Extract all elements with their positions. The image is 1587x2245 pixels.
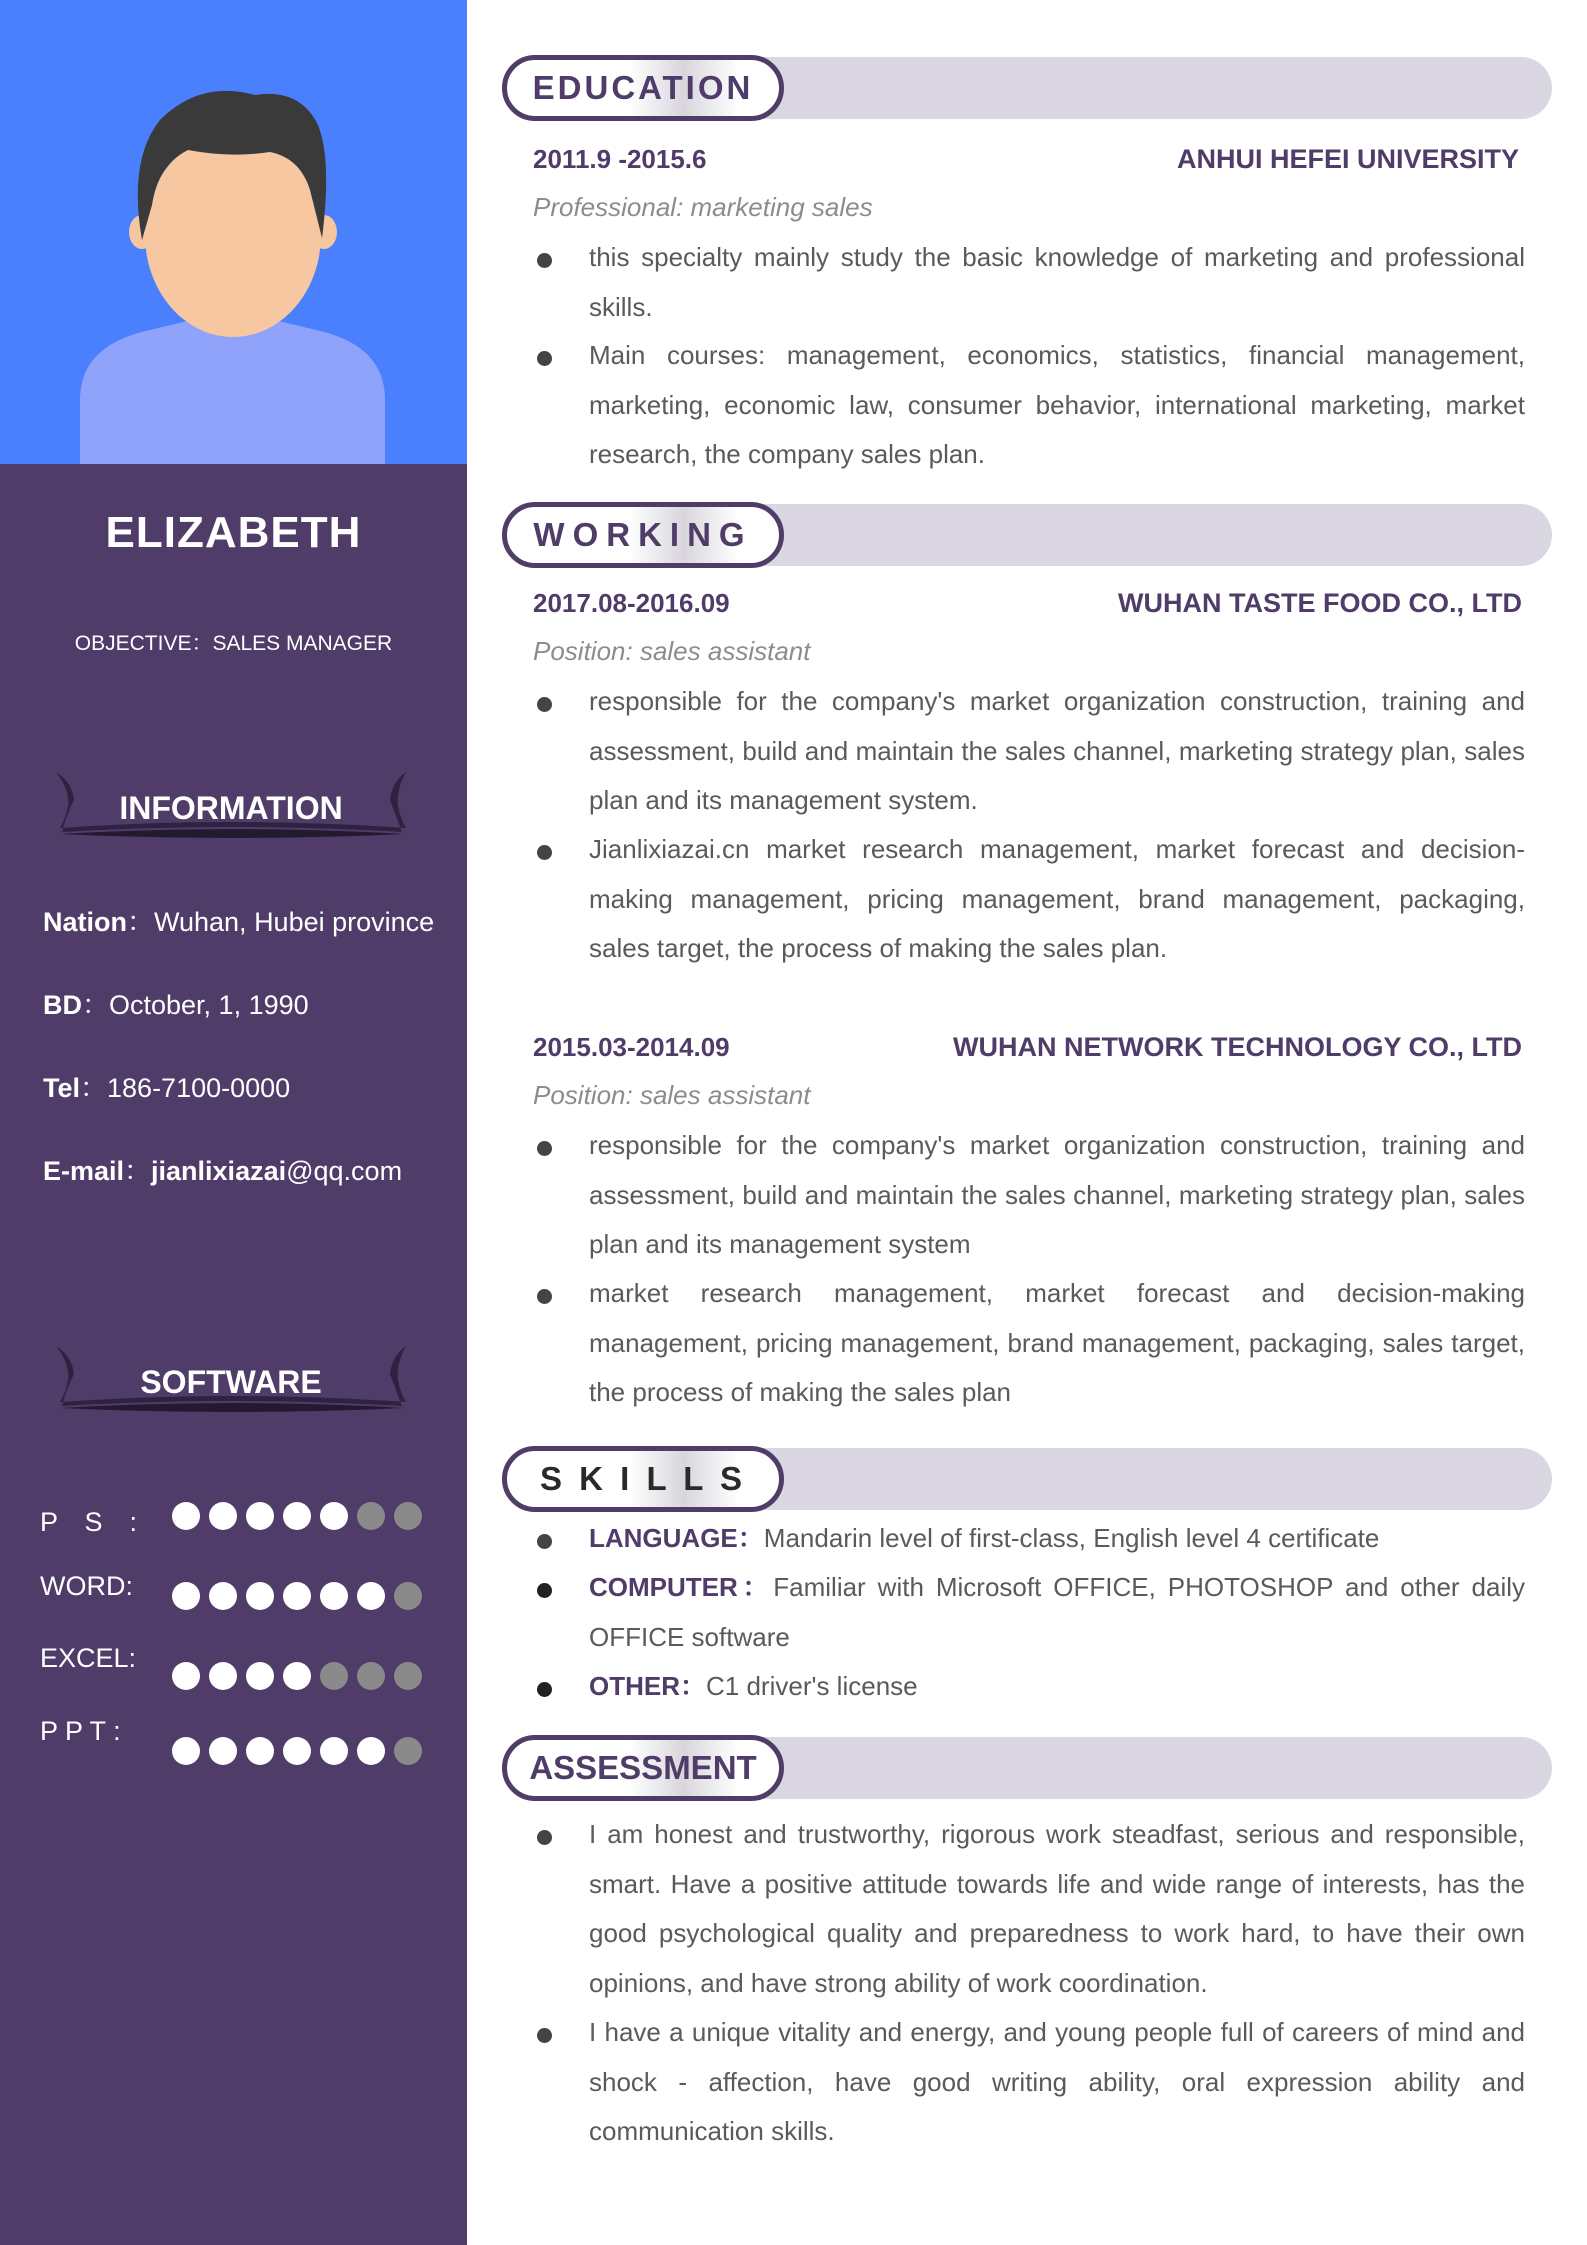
section-pill — [502, 55, 784, 121]
info-separator: ： — [82, 990, 109, 1020]
job-company: WUHAN NETWORK TECHNOLOGY CO., LTD — [953, 1032, 1522, 1062]
software-label-ps: P S : — [40, 1507, 138, 1537]
skill-value: C1 driver's license — [706, 1671, 918, 1701]
education-heading — [502, 55, 1552, 121]
education-period: 2011.9 -2015.6 — [533, 144, 707, 174]
rating-dot-filled-icon — [209, 1737, 237, 1765]
bullet-icon — [537, 1682, 552, 1697]
bullet-icon — [537, 697, 552, 712]
list-item-text: Jianlixiazai.cn market research management, market forecast and decision-making management, pricing management, brand management, packaging, sales target, the process of making the sales plan. — [589, 834, 1525, 963]
bullet-icon — [537, 1830, 552, 1845]
info-value: October, 1, 1990 — [109, 990, 309, 1020]
list-item-text: this specialty mainly study the basic knowledge of marketing and professional skills. — [589, 242, 1525, 322]
skills-heading — [502, 1446, 1552, 1512]
person-avatar-icon — [0, 0, 467, 464]
bullet-icon — [537, 1289, 552, 1304]
info-nation — [43, 900, 434, 939]
education-school: ANHUI HEFEI UNIVERSITY — [1176, 144, 1519, 174]
section-pill — [502, 1446, 784, 1512]
section-title: EDUCATION — [532, 69, 754, 106]
info-label: Nation — [43, 907, 127, 937]
rating-dot-filled-icon — [172, 1582, 200, 1610]
bullet-icon — [537, 1583, 552, 1598]
info-phone — [43, 1066, 290, 1105]
job-period: 2017.08-2016.09 — [533, 588, 730, 618]
sidebar — [0, 0, 467, 2245]
rating-dot-filled-icon — [246, 1502, 274, 1530]
info-separator: ： — [127, 907, 154, 937]
list-item-text: responsible for the company's market organization construction, training and assessment, build and maintain the sales channel, marketing strategy plan, sales plan and its management system. — [589, 686, 1525, 815]
bullet-icon — [537, 2028, 552, 2043]
list-item — [533, 677, 1525, 826]
skill-value: Mandarin level of first-class, English level 4 certificate — [763, 1523, 1380, 1553]
info-value: @qq.com — [286, 1156, 403, 1186]
rating-dot-empty-icon — [394, 1582, 422, 1610]
section-title: WORKING — [533, 516, 753, 553]
software-label-excel: EXCEL: — [40, 1643, 137, 1673]
rating-dot-filled-icon — [320, 1737, 348, 1765]
list-item-text: I have a unique vitality and energy, and young people full of careers of mind and shock - affection, have good writing ability, oral expression ability and communication skills. — [589, 2017, 1525, 2146]
rating-dot-filled-icon — [320, 1582, 348, 1610]
list-item — [533, 1810, 1525, 2008]
skill-text — [589, 1662, 1525, 1712]
assessment-heading — [502, 1735, 1552, 1801]
list-item-text: responsible for the company's market organization construction, training and assessment, build and maintain the sales channel, marketing strategy plan, sales plan and its management system — [589, 1130, 1525, 1259]
info-label: Tel — [43, 1073, 81, 1103]
rating-dot-filled-icon — [320, 1502, 348, 1530]
list-item — [533, 1269, 1525, 1418]
rating-dot-filled-icon — [283, 1737, 311, 1765]
info-value: Wuhan, Hubei province — [154, 907, 435, 937]
list-item-text: market research management, market forecast and decision-making management, pricing management, brand management, packaging, sales target, the process of making the sales plan — [589, 1278, 1525, 1407]
rating-dot-filled-icon — [283, 1662, 311, 1690]
software-title: SOFTWARE — [140, 1364, 322, 1400]
information-title: INFORMATION — [119, 790, 343, 826]
rating-dot-empty-icon — [394, 1737, 422, 1765]
skill-item — [533, 1662, 1525, 1712]
rating-dot-empty-icon — [320, 1662, 348, 1690]
software-heading — [52, 1344, 410, 1426]
avatar — [0, 0, 467, 464]
skill-item — [533, 1563, 1525, 1662]
candidate-name: ELIZABETH — [105, 508, 362, 557]
software-label-word: WORD: — [40, 1571, 133, 1601]
rating-dot-filled-icon — [283, 1582, 311, 1610]
rating-dot-filled-icon — [172, 1502, 200, 1530]
bullet-icon — [537, 253, 552, 268]
info-label: E-mail — [43, 1156, 125, 1186]
info-label: BD — [43, 990, 82, 1020]
bullet-icon — [537, 845, 552, 860]
section-title: ASSESSMENT — [529, 1749, 757, 1786]
skill-key: COMPUTER： — [589, 1572, 774, 1602]
job-position: Position: sales assistant — [533, 636, 811, 666]
skill-key: OTHER： — [589, 1671, 707, 1701]
list-item — [533, 331, 1525, 480]
rating-dot-empty-icon — [394, 1662, 422, 1690]
working-heading — [502, 502, 1552, 568]
bullet-icon — [537, 1141, 552, 1156]
job-position: Position: sales assistant — [533, 1080, 811, 1110]
list-item-text: I am honest and trustworthy, rigorous work steadfast, serious and responsible, smart. Have a positive attitude towards life and wide range of interests, has the good psychological quality and preparedness to work hard, to have their own opinions, and have strong ability of work coordination. — [589, 1819, 1525, 1998]
rating-dot-filled-icon — [209, 1502, 237, 1530]
info-separator: ： — [124, 1156, 152, 1186]
section-title: S K I L L S — [540, 1460, 746, 1497]
bullet-icon — [537, 351, 552, 366]
rating-dot-empty-icon — [357, 1662, 385, 1690]
objective: OBJECTIVE：SALES MANAGER — [74, 632, 393, 655]
skill-text — [589, 1514, 1525, 1564]
rating-dot-empty-icon — [357, 1502, 385, 1530]
rating-dot-empty-icon — [394, 1502, 422, 1530]
rating-dot-filled-icon — [209, 1662, 237, 1690]
rating-dot-filled-icon — [246, 1662, 274, 1690]
software-label-ppt: P P T : — [40, 1716, 121, 1746]
information-heading — [52, 770, 410, 852]
rating-dot-filled-icon — [209, 1582, 237, 1610]
rating-dot-filled-icon — [357, 1737, 385, 1765]
rating-dot-filled-icon — [246, 1582, 274, 1610]
info-separator: ： — [80, 1073, 108, 1103]
list-item-text: Main courses: management, economics, statistics, financial management, marketing, economic law, consumer behavior, international marketing, market research, the company sales plan. — [589, 340, 1525, 469]
skill-value: Familiar with Microsoft OFFICE, PHOTOSHOP and other daily OFFICE software — [589, 1572, 1525, 1652]
rating-dot-filled-icon — [283, 1502, 311, 1530]
rating-dot-filled-icon — [357, 1582, 385, 1610]
section-pill — [502, 502, 784, 568]
info-email — [43, 1149, 402, 1188]
info-birthday — [43, 983, 309, 1022]
section-pill — [502, 1735, 784, 1801]
skill-key: LANGUAGE： — [589, 1523, 764, 1553]
rating-dot-filled-icon — [246, 1737, 274, 1765]
rating-dot-filled-icon — [172, 1662, 200, 1690]
education-major: Professional: marketing sales — [533, 192, 873, 222]
info-value-bold: jianlixiazai — [151, 1156, 287, 1186]
skill-item — [533, 1514, 1525, 1564]
job-company: WUHAN TASTE FOOD CO., LTD — [1118, 588, 1522, 618]
list-item — [533, 1121, 1525, 1270]
list-item — [533, 233, 1525, 332]
job-period: 2015.03-2014.09 — [533, 1032, 730, 1062]
list-item — [533, 825, 1525, 974]
bullet-icon — [537, 1534, 552, 1549]
skill-text — [589, 1563, 1525, 1662]
list-item — [533, 2008, 1525, 2157]
rating-dot-filled-icon — [172, 1737, 200, 1765]
info-value: 186-7100-0000 — [107, 1073, 291, 1103]
